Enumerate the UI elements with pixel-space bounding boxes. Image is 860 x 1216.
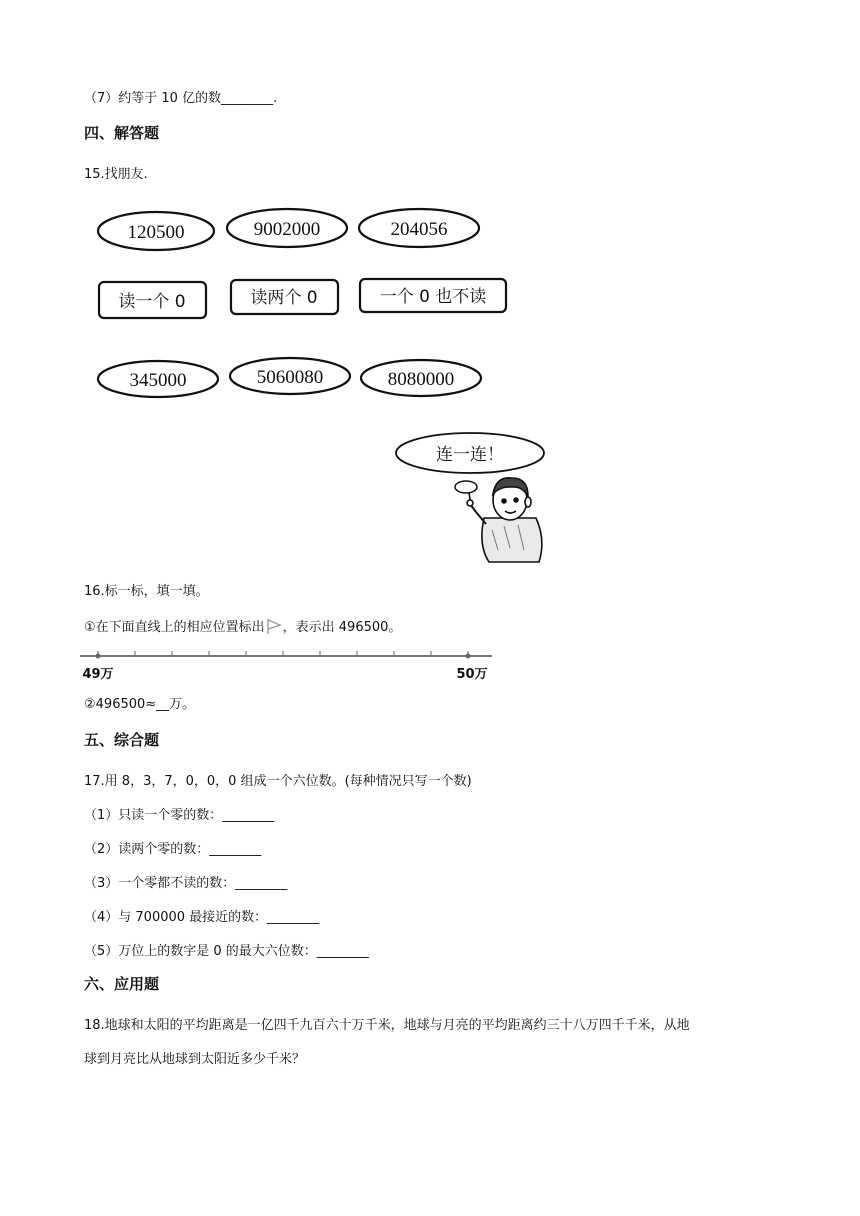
- section-5-title: 五、综合题: [84, 731, 160, 749]
- top-number-oval-3[interactable]: [359, 209, 479, 247]
- question-7-text: （7）约等于 10 亿的数________.: [84, 91, 278, 106]
- question-16-part1: [84, 617, 401, 637]
- question-17-item-3: （3）一个零都不读的数：________: [84, 876, 288, 891]
- top-number-2: 9002000: [253, 219, 321, 240]
- section-4-title: 四、解答题: [84, 124, 160, 142]
- question-16-title: 16.标一标，填一填。: [84, 584, 209, 599]
- flag-icon: [265, 617, 283, 635]
- bottom-number-oval-3[interactable]: [361, 360, 481, 396]
- box-read-one-zero[interactable]: [99, 282, 206, 318]
- part1-prefix: ①在下面直线上的相应位置标出: [84, 620, 265, 635]
- box-label-2: 读两个 0: [250, 288, 318, 308]
- part1-suffix: ，表示出 496500。: [282, 620, 402, 635]
- question-17-item-5: （5）万位上的数字是 0 的最大六位数：________: [84, 944, 369, 959]
- number-line-left-label: 49万: [82, 667, 114, 682]
- question-18-line-2: 球到月亮比从地球到太阳近多少千米？: [84, 1052, 306, 1067]
- bottom-number-oval-1[interactable]: [98, 361, 218, 397]
- question-17-item-1: （1）只读一个零的数：________: [84, 808, 275, 823]
- bottom-number-2: 5060080: [256, 367, 324, 388]
- number-line-right-label: 50万: [456, 667, 488, 682]
- question-18-line-1: 18.地球和太阳的平均距离是一亿四千九百六十万千米，地球与月亮的平均距离约三十八万四千千米，从地: [84, 1018, 690, 1033]
- question-17-title: 17.用 8，3，7，0，0，0 组成一个六位数。(每种情况只写一个数): [84, 774, 472, 789]
- box-read-no-zero[interactable]: [360, 279, 506, 312]
- question-15-title: 15.找朋友.: [84, 167, 148, 182]
- top-number-1: 120500: [127, 222, 185, 243]
- top-number-oval-1[interactable]: [98, 212, 214, 250]
- bottom-number-3: 8080000: [387, 369, 455, 390]
- top-number-3: 204056: [390, 219, 448, 240]
- box-read-two-zeros[interactable]: [231, 280, 338, 314]
- bottom-number-oval-2[interactable]: [230, 358, 350, 394]
- boy-illustration-icon: [467, 478, 542, 562]
- question-17-item-4: （4）与 700000 最接近的数：________: [84, 910, 320, 925]
- question-16-part2: ②496500≈__万。: [84, 697, 196, 712]
- question-17-item-2: （2）读两个零的数：________: [84, 842, 262, 857]
- section-6-title: 六、应用题: [84, 975, 160, 993]
- top-number-oval-2[interactable]: [227, 209, 347, 247]
- matching-figure: [84, 200, 584, 570]
- box-label-3: 一个 0 也不读: [379, 287, 487, 307]
- box-label-1: 读一个 0: [118, 292, 186, 312]
- speech-text: 连一连！: [436, 445, 504, 465]
- bottom-number-1: 345000: [129, 370, 187, 391]
- number-line[interactable]: [80, 646, 500, 686]
